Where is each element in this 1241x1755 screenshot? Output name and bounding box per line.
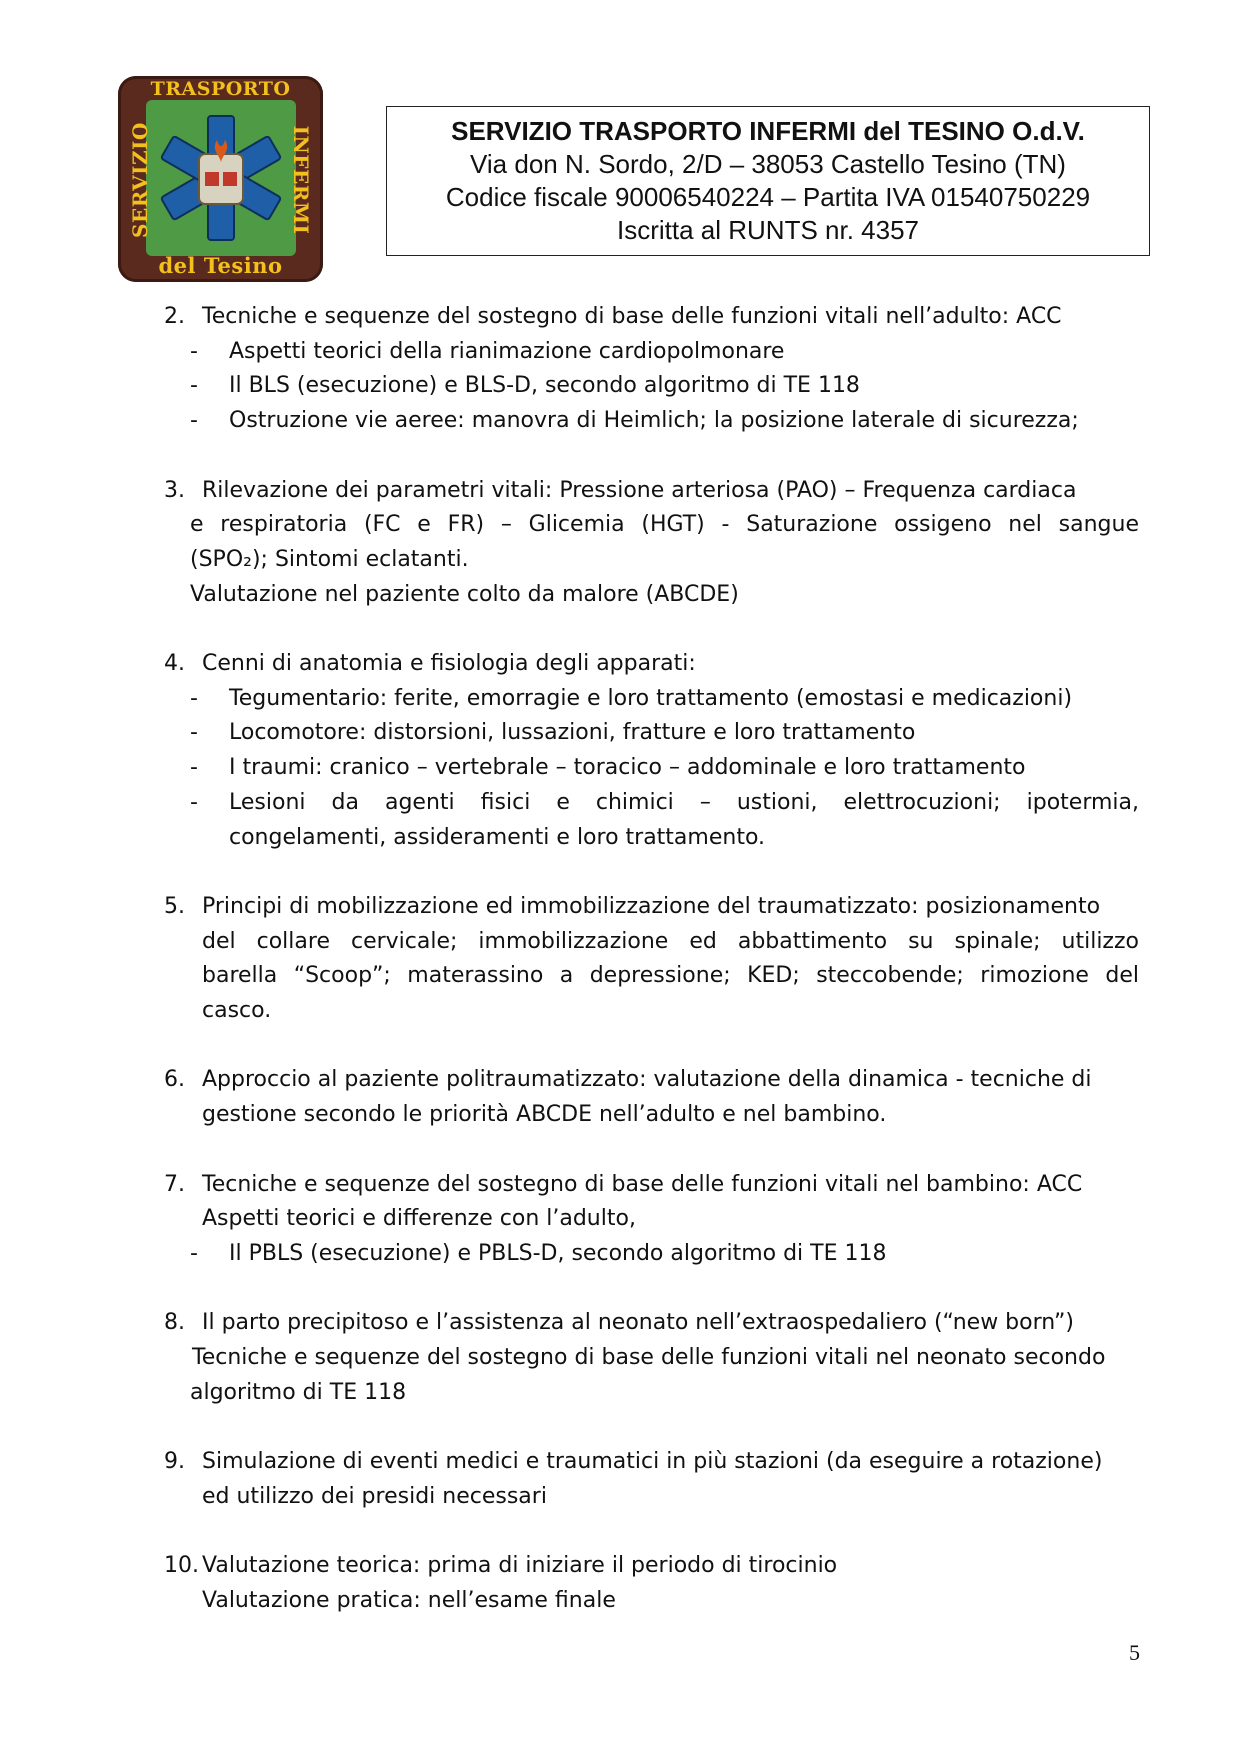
logo-top-text: TRASPORTO	[150, 78, 291, 100]
item-title: Il parto precipitoso e l’assistenza al neonato nell’extraospedaliero (“new born”)	[202, 1310, 1074, 1336]
item-text-line: Valutazione pratica: nell’esame finale	[202, 1587, 616, 1613]
item-text-line: barella “Scoop”; materassino a depressione; KED; steccobende; rimozione del	[202, 963, 1139, 989]
item-number: 10.	[164, 1553, 199, 1579]
organization-fiscal-codes: Codice fiscale 90006540224 – Partita IVA 01540750229	[445, 182, 1091, 212]
item-text-line: Tecniche e sequenze del sostegno di base delle funzioni vitali nel neonato secondo	[192, 1345, 1106, 1370]
bullet-text: Lesioni da agenti fisici e chimici – ustioni, elettrocuzioni; ipotermia,	[229, 789, 1139, 815]
item-title: Tecniche e sequenze del sostegno di base delle funzioni vitali nell’adulto: ACC	[202, 304, 1062, 329]
page-number: 5	[1129, 1640, 1140, 1665]
item-text-line: algoritmo di TE 118	[190, 1379, 407, 1405]
item-text-line: (SPO₂); Sintomi eclatanti.	[190, 546, 469, 572]
program-item-8	[0, 1306, 1241, 1410]
item-text-line: casco.	[202, 998, 272, 1024]
item-number: 2.	[164, 304, 185, 329]
item-title: Tecniche e sequenze del sostegno di base delle funzioni vitali nel bambino: ACC	[202, 1171, 1083, 1197]
item-number: 3.	[164, 477, 185, 503]
organization-info-box	[386, 106, 1150, 256]
bullet-text: Il BLS (esecuzione) e BLS-D, secondo algoritmo di TE 118	[229, 373, 860, 399]
bullet-text: congelamenti, assideramenti e loro trattamento.	[229, 824, 766, 850]
list-item: - Locomotore: distorsioni, lussazioni, fratture e loro trattamento	[190, 720, 916, 746]
bullet-text: Locomotore: distorsioni, lussazioni, fratture e loro trattamento	[229, 720, 916, 746]
item-title: Valutazione teorica: prima di iniziare il periodo di tirocinio	[202, 1553, 838, 1579]
organization-name: SERVIZIO TRASPORTO INFERMI del TESINO O.d.V.	[451, 116, 1085, 146]
item-number: 6.	[164, 1067, 185, 1093]
item-title: Approccio al paziente politraumatizzato: valutazione della dinamica - tecniche di	[202, 1067, 1092, 1093]
item-text-line: e respiratoria (FC e FR) – Glicemia (HGT) - Saturazione ossigeno nel sangue	[190, 512, 1139, 538]
item-title: Rilevazione dei parametri vitali: Pressione arteriosa (PAO) – Frequenza cardiaca	[202, 477, 1077, 503]
program-item-4	[0, 647, 1241, 855]
association-logo	[118, 76, 323, 282]
bullet-text: Tegumentario: ferite, emorragie e loro trattamento (emostasi e medicazioni)	[229, 685, 1073, 711]
star-of-life-icon	[146, 100, 296, 256]
item-title: Cenni di anatomia e fisiologia degli apparati:	[202, 651, 696, 676]
item-text-line: gestione secondo le priorità ABCDE nell’adulto e nel bambino.	[202, 1102, 887, 1128]
bullet-text: Ostruzione vie aeree: manovra di Heimlich; la posizione laterale di sicurezza;	[229, 408, 1079, 434]
organization-registry: Iscritta al RUNTS nr. 4357	[617, 215, 919, 245]
list-item: - Aspetti teorici della rianimazione cardiopolmonare	[190, 338, 785, 364]
list-item-continuation	[0, 821, 1241, 856]
item-number: 8.	[164, 1310, 185, 1336]
item-number: 9.	[164, 1449, 185, 1475]
list-item: - Ostruzione vie aeree: manovra di Heimlich; la posizione laterale di sicurezza;	[190, 408, 1079, 434]
logo-right-text: INFERMI	[289, 125, 313, 235]
item-text-line: del collare cervicale; immobilizzazione ed abbattimento su spinale; utilizzo	[202, 928, 1139, 954]
list-item: - Il PBLS (esecuzione) e PBLS-D, secondo algoritmo di TE 118	[190, 1240, 887, 1266]
item-number: 7.	[164, 1171, 185, 1197]
bullet-text: Aspetti teorici della rianimazione cardiopolmonare	[229, 338, 785, 364]
program-item-5	[0, 890, 1241, 1029]
bullet-text: I traumi: cranico – vertebrale – toracico – addominale e loro trattamento	[229, 755, 1026, 781]
program-item-7	[0, 1168, 1241, 1272]
organization-address: Via don N. Sordo, 2/D – 38053 Castello Tesino (TN)	[470, 149, 1066, 179]
bullet-text: Il PBLS (esecuzione) e PBLS-D, secondo algoritmo di TE 118	[229, 1240, 887, 1266]
program-item-2	[0, 300, 1241, 439]
list-item: - Tegumentario: ferite, emorragie e loro trattamento (emostasi e medicazioni)	[190, 685, 1073, 711]
program-item-3	[0, 474, 1241, 613]
item-text-line: Valutazione nel paziente colto da malore (ABCDE)	[190, 581, 739, 607]
item-number: 4.	[164, 651, 185, 676]
list-item: - Il BLS (esecuzione) e BLS-D, secondo algoritmo di TE 118	[190, 373, 860, 399]
program-item-9	[0, 1445, 1241, 1514]
list-item: - I traumi: cranico – vertebrale – toracico – addominale e loro trattamento	[190, 755, 1026, 781]
program-item-6	[0, 1063, 1241, 1132]
item-title: Principi di mobilizzazione ed immobilizzazione del traumatizzato: posizionamento	[202, 893, 1101, 919]
list-item: - Lesioni da agenti fisici e chimici – ustioni, elettrocuzioni; ipotermia,	[0, 786, 1241, 821]
program-item-10	[0, 1549, 1241, 1618]
logo-left-text: SERVIZIO	[128, 122, 152, 238]
course-program-list	[0, 300, 1241, 1653]
item-title: Simulazione di eventi medici e traumatici in più stazioni (da eseguire a rotazione)	[202, 1449, 1103, 1475]
item-text-line: Aspetti teorici e differenze con l’adulto,	[202, 1206, 636, 1232]
logo-bottom-text: del Tesino	[158, 253, 283, 278]
item-text-line: ed utilizzo dei presidi necessari	[202, 1483, 547, 1509]
logo-field	[146, 100, 296, 256]
item-number: 5.	[164, 893, 185, 919]
